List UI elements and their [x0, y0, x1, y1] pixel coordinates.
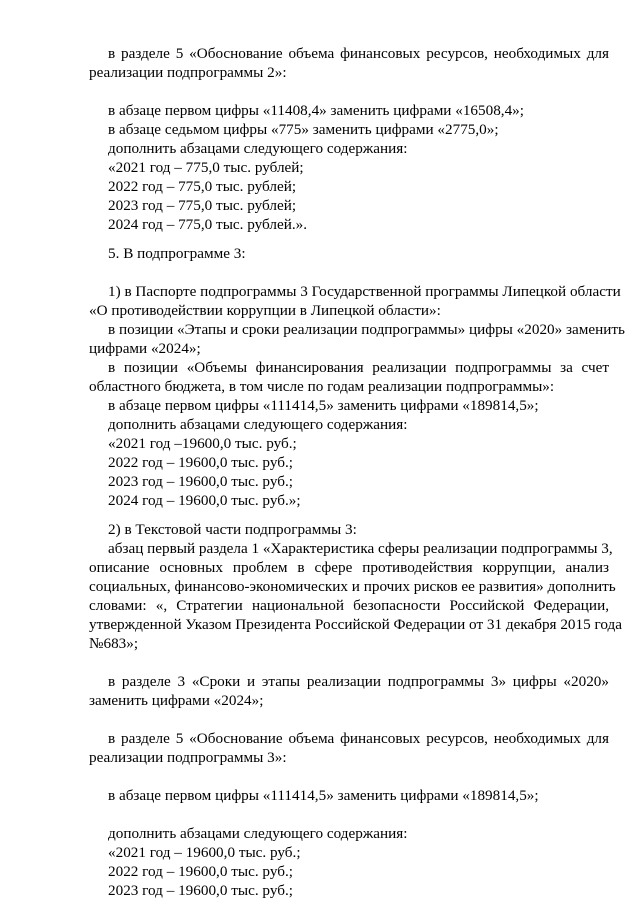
text-line: в абзаце первом цифры «11408,4» заменить цифрами «16508,4»;	[108, 102, 524, 119]
text-line: 2023 год – 19600,0 тыс. руб.;	[108, 473, 293, 490]
text-line: 2022 год – 19600,0 тыс. руб.;	[108, 454, 293, 471]
text-line: словами: «, Стратегии национальной безопасности Российской Федерации,	[89, 597, 609, 614]
text-line: дополнить абзацами следующего содержания:	[108, 140, 408, 157]
text-line: в абзаце первом цифры «111414,5» заменить цифрами «189814,5»;	[108, 397, 539, 414]
text-line: «2021 год – 19600,0 тыс. руб.;	[108, 844, 301, 861]
text-line: областного бюджета, в том числе по годам реализации подпрограммы»:	[89, 378, 555, 395]
text-line: в абзаце первом цифры «111414,5» заменить цифрами «189814,5»;	[108, 787, 539, 804]
text-line: реализации подпрограммы 3»:	[89, 749, 287, 766]
text-line: 2) в Текстовой части подпрограммы 3:	[108, 521, 357, 538]
section-heading: 5. В подпрограмме 3:	[108, 245, 246, 262]
text-line: 2024 год – 775,0 тыс. рублей.».	[108, 216, 308, 233]
text-line: социальных, финансово-экономических и прочих рисков ее развития» дополнить	[89, 578, 616, 595]
text-line: абзац первый раздела 1 «Характеристика сферы реализации подпрограммы 3,	[108, 540, 613, 557]
text-line: утвержденной Указом Президента Российской Федерации от 31 декабря 2015 года	[89, 616, 622, 633]
text-line: заменить цифрами «2024»;	[89, 692, 264, 709]
text-line: 2022 год – 775,0 тыс. рублей;	[108, 178, 297, 195]
text-line: в разделе 5 «Обоснование объема финансовых ресурсов, необходимых для	[108, 730, 609, 747]
text-line: цифрами «2024»;	[89, 340, 201, 357]
text-line: №683»;	[89, 635, 139, 652]
text-line: в позиции «Объемы финансирования реализации подпрограммы за счет	[108, 359, 609, 376]
text-line: «О противодействии коррупции в Липецкой области»:	[89, 302, 441, 319]
text-line: 2024 год – 19600,0 тыс. руб.»;	[108, 492, 301, 509]
text-line: в разделе 3 «Сроки и этапы реализации подпрограммы 3» цифры «2020»	[108, 673, 609, 690]
text-line: 2023 год – 19600,0 тыс. руб.;	[108, 882, 293, 899]
text-line: «2021 год – 775,0 тыс. рублей;	[108, 159, 304, 176]
text-line: «2021 год –19600,0 тыс. руб.;	[108, 435, 297, 452]
text-line: 1) в Паспорте подпрограммы 3 Государственной программы Липецкой области	[108, 283, 621, 300]
text-line: в позиции «Этапы и сроки реализации подпрограммы» цифры «2020» заменить	[108, 321, 625, 338]
text-line: описание основных проблем в сфере противодействия коррупции, анализ	[89, 559, 609, 576]
text-line: реализации подпрограммы 2»:	[89, 64, 287, 81]
text-line: дополнить абзацами следующего содержания:	[108, 416, 408, 433]
text-line: дополнить абзацами следующего содержания:	[108, 825, 408, 842]
text-line: в абзаце седьмом цифры «775» заменить цифрами «2775,0»;	[108, 121, 499, 138]
text-line: в разделе 5 «Обоснование объема финансовых ресурсов, необходимых для	[108, 45, 609, 62]
text-line: 2022 год – 19600,0 тыс. руб.;	[108, 863, 293, 880]
text-line: 2023 год – 775,0 тыс. рублей;	[108, 197, 297, 214]
